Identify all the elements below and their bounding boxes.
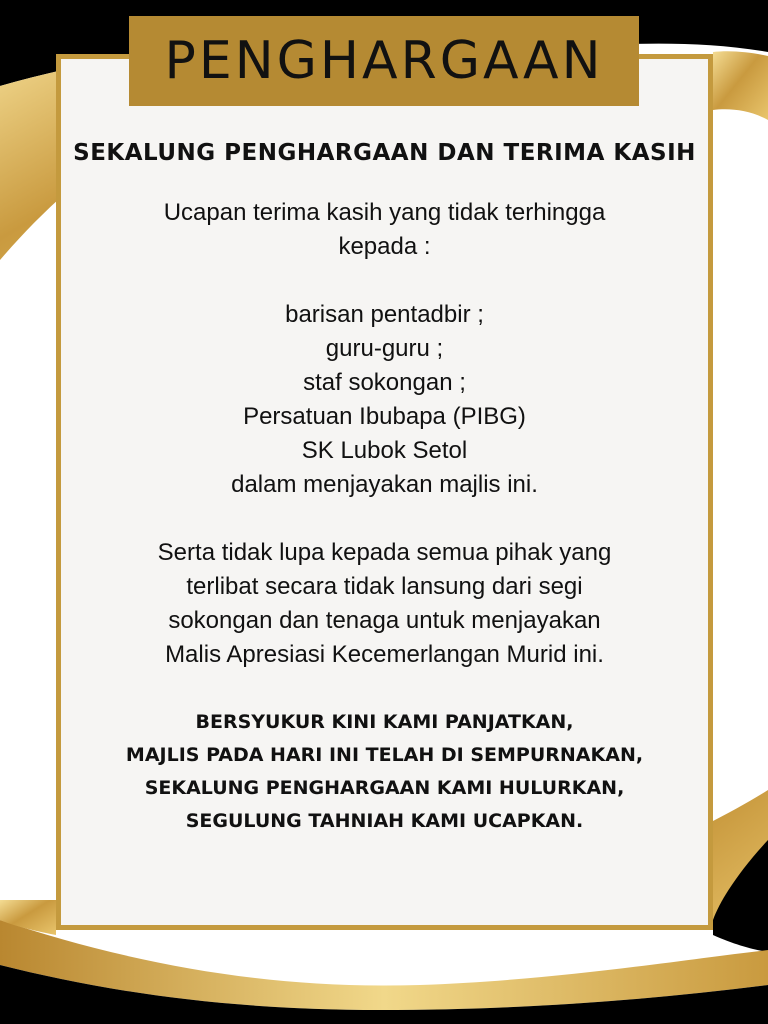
recipient-item: guru-guru ; bbox=[325, 335, 444, 362]
recipient-item: dalam menjayakan majlis ini. bbox=[231, 471, 538, 498]
recipient-item: staf sokongan ; bbox=[303, 369, 466, 396]
title-banner bbox=[129, 16, 639, 106]
poem-verse bbox=[56, 706, 713, 838]
recipient-item: SK Lubok Setol bbox=[301, 437, 468, 464]
closing-line: sokongan dan tenaga untuk menjayakan bbox=[168, 607, 601, 634]
content-body bbox=[56, 140, 713, 838]
recipient-item: barisan pentadbir ; bbox=[285, 301, 484, 328]
page-title: PENGHARGAAN bbox=[164, 31, 604, 91]
right-gold-strip bbox=[713, 51, 768, 120]
closing-line: Serta tidak lupa kepada semua pihak yang bbox=[157, 539, 612, 566]
poem-line: BERSYUKUR KINI KAMI PANJATKAN, bbox=[195, 711, 574, 733]
intro-line: Ucapan terima kasih yang tidak terhingga bbox=[163, 199, 606, 226]
poem-line: MAJLIS PADA HARI INI TELAH DI SEMPURNAKAN, bbox=[125, 744, 644, 766]
intro-paragraph bbox=[56, 196, 713, 264]
recipient-item: Persatuan Ibubapa (PIBG) bbox=[243, 403, 526, 430]
closing-paragraph bbox=[56, 536, 713, 672]
closing-line: terlibat secara tidak lansung dari segi bbox=[186, 573, 583, 600]
recipient-list bbox=[56, 298, 713, 502]
poem-line: SEKALUNG PENGHARGAAN KAMI HULURKAN, bbox=[144, 777, 625, 799]
poem-line: SEGULUNG TAHNIAH KAMI UCAPKAN. bbox=[185, 810, 584, 832]
closing-line: Malis Apresiasi Kecemerlangan Murid ini. bbox=[165, 641, 604, 668]
intro-line: kepada : bbox=[338, 233, 431, 260]
subtitle: SEKALUNG PENGHARGAAN DAN TERIMA KASIH bbox=[73, 140, 696, 166]
